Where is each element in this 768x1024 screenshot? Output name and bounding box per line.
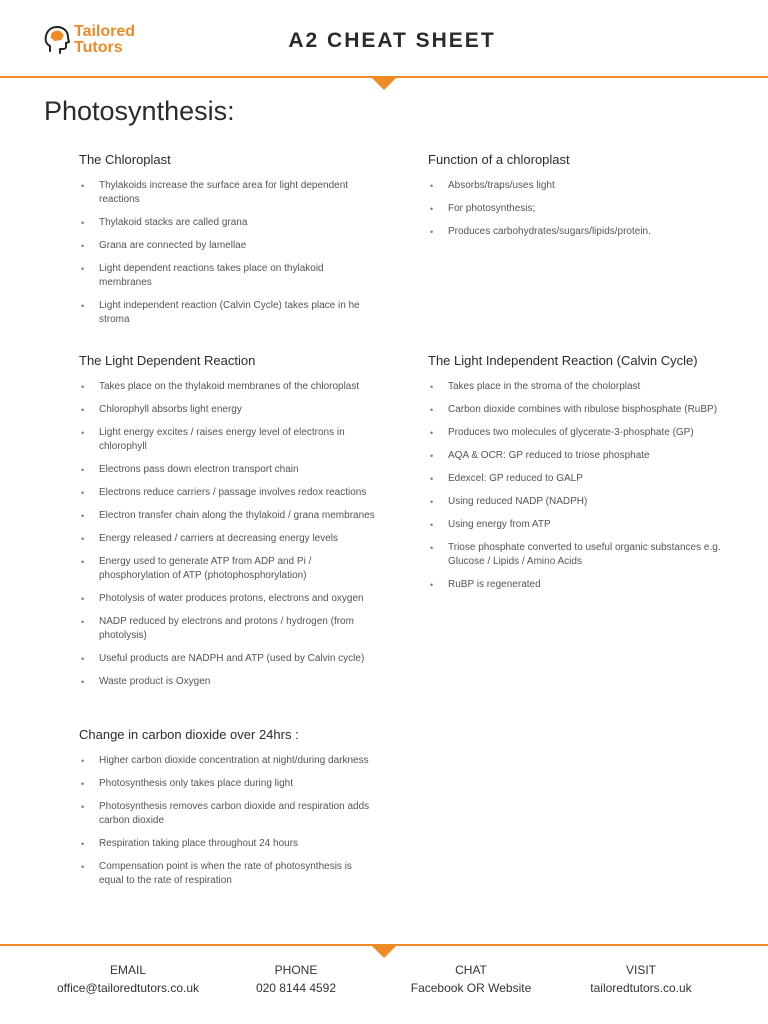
- footer-chat: [375, 961, 567, 997]
- sheet-title: A2 CHEAT SHEET: [288, 29, 496, 52]
- list-item: [79, 463, 379, 477]
- list-item: [79, 299, 379, 327]
- list-item: [428, 578, 728, 592]
- bullet-dot: •: [81, 181, 85, 191]
- bullet-dot: •: [81, 594, 85, 604]
- logo-line-2: Tutors: [74, 39, 123, 56]
- list-item: [428, 380, 728, 394]
- list-item-text: Light independent reaction (Calvin Cycle) takes place in he stroma: [99, 300, 360, 325]
- list-item: [79, 239, 379, 253]
- list-item-text: Light energy excites / raises energy level of electrons in chlorophyll: [99, 427, 345, 452]
- bullet-dot: •: [430, 451, 434, 461]
- chat-label: CHAT: [455, 963, 487, 977]
- list-item: [428, 495, 728, 509]
- list-item: [79, 652, 379, 666]
- logo-line-1: Tailored: [74, 23, 136, 40]
- section-light-dependent: [79, 353, 379, 698]
- bullet-dot: •: [81, 488, 85, 498]
- header: [0, 0, 768, 78]
- list-item-text: Absorbs/traps/uses light: [448, 180, 555, 191]
- list-item-text: Thylakoid stacks are called grana: [99, 217, 248, 228]
- website-link[interactable]: tailoredtutors.co.uk: [590, 981, 692, 995]
- bullet-dot: •: [81, 839, 85, 849]
- list-item-text: Electrons pass down electron transport chain: [99, 464, 299, 475]
- bullet-dot: •: [430, 428, 434, 438]
- list-item-text: Carbon dioxide combines with ribulose bisphosphate (RuBP): [448, 404, 718, 415]
- list-item-text: Takes place on the thylakoid membranes of the chloroplast: [99, 381, 360, 392]
- bullet-dot: •: [81, 802, 85, 812]
- list-item: [79, 675, 379, 689]
- bullet-dot: •: [81, 534, 85, 544]
- list-item-text: Photosynthesis only takes place during light: [99, 778, 294, 789]
- list-item: [79, 555, 379, 583]
- list-item: [79, 509, 379, 523]
- list-item: [428, 426, 728, 440]
- list-item: [79, 777, 379, 791]
- bullet-list: [79, 754, 379, 888]
- list-item-text: Light dependent reactions takes place on thylakoid membranes: [99, 263, 324, 288]
- list-item-text: Using reduced NADP (NADPH): [448, 496, 588, 507]
- phone-link[interactable]: 020 8144 4592: [255, 981, 337, 995]
- bullet-dot: •: [430, 497, 434, 507]
- footer-visit: [545, 961, 737, 997]
- list-item: [428, 225, 728, 239]
- bullet-dot: •: [81, 862, 85, 872]
- list-item: [428, 449, 728, 463]
- bullet-dot: •: [81, 382, 85, 392]
- list-item-text: Photolysis of water produces protons, electrons and oxygen: [99, 593, 364, 604]
- list-item-text: Takes place in the stroma of the cholorplast: [448, 381, 641, 392]
- section-heading: Function of a chloroplast: [428, 152, 570, 167]
- section-light-independent: [428, 353, 728, 601]
- list-item: [79, 380, 379, 394]
- list-item: [428, 202, 728, 216]
- list-item: [428, 541, 728, 569]
- email-label: EMAIL: [109, 963, 146, 977]
- bullet-dot: •: [430, 520, 434, 530]
- bullet-dot: •: [81, 301, 85, 311]
- bullet-dot: •: [430, 405, 434, 415]
- list-item-text: Electrons reduce carriers / passage involves redox reactions: [99, 487, 367, 498]
- bullet-dot: •: [81, 241, 85, 251]
- section-chloroplast: [79, 152, 379, 336]
- bullet-dot: •: [81, 654, 85, 664]
- list-item: [428, 472, 728, 486]
- header-notch: [372, 78, 396, 90]
- list-item: [79, 216, 379, 230]
- list-item-text: Compensation point is when the rate of photosynthesis is equal to the rate of respiration: [99, 861, 352, 886]
- section-co2-change: [79, 727, 379, 897]
- list-item: [79, 754, 379, 768]
- list-item: [79, 837, 379, 851]
- list-item-text: Useful products are NADPH and ATP (used by Calvin cycle): [99, 653, 365, 664]
- bullet-list: [428, 179, 728, 239]
- bullet-dot: •: [81, 428, 85, 438]
- section-heading: The Light Dependent Reaction: [79, 353, 256, 368]
- list-item-text: Higher carbon dioxide concentration at night/during darkness: [99, 755, 369, 766]
- list-item-text: For photosynthesis;: [448, 203, 536, 214]
- bullet-dot: •: [430, 181, 434, 191]
- bullet-dot: •: [81, 511, 85, 521]
- list-item: [79, 262, 379, 290]
- list-item-text: Respiration taking place throughout 24 hours: [99, 838, 299, 849]
- list-item: [428, 518, 728, 532]
- bullet-dot: •: [81, 677, 85, 687]
- list-item-text: Grana are connected by lamellae: [99, 240, 247, 251]
- footer-phone: [200, 961, 392, 997]
- list-item-text: Chlorophyll absorbs light energy: [99, 404, 242, 415]
- list-item-text: Edexcel: GP reduced to GALP: [448, 473, 583, 484]
- bullet-dot: •: [430, 543, 434, 553]
- list-item-text: NADP reduced by electrons and protons / hydrogen (from photolysis): [99, 616, 354, 641]
- footer: [0, 955, 768, 1024]
- list-item-text: Waste product is Oxygen: [99, 676, 211, 687]
- bullet-list: [428, 380, 728, 592]
- list-item: [79, 403, 379, 417]
- list-item: [79, 860, 379, 888]
- bullet-dot: •: [81, 756, 85, 766]
- bullet-dot: •: [81, 465, 85, 475]
- section-heading: The Chloroplast: [79, 152, 171, 167]
- bullet-dot: •: [430, 382, 434, 392]
- list-item-text: Energy used to generate ATP from ADP and Pi / phosphorylation of ATP (photophosphorylation): [99, 556, 312, 581]
- list-item-text: RuBP is regenerated: [448, 579, 541, 590]
- section-heading: Change in carbon dioxide over 24hrs :: [79, 727, 299, 742]
- bullet-dot: •: [81, 405, 85, 415]
- list-item: [79, 179, 379, 207]
- bullet-dot: •: [81, 218, 85, 228]
- bullet-dot: •: [81, 264, 85, 274]
- bullet-list: [79, 179, 379, 327]
- bullet-dot: •: [430, 204, 434, 214]
- section-heading: The Light Independent Reaction (Calvin Cycle): [428, 353, 698, 368]
- bullet-dot: •: [81, 617, 85, 627]
- bullet-dot: •: [430, 474, 434, 484]
- list-item: [428, 403, 728, 417]
- page-title: Photosynthesis:: [44, 96, 235, 126]
- chat-link[interactable]: Facebook OR Website: [410, 981, 532, 995]
- list-item-text: Photosynthesis removes carbon dioxide and respiration adds carbon dioxide: [99, 801, 370, 826]
- list-item: [79, 532, 379, 546]
- footer-email: [32, 961, 224, 997]
- phone-label: PHONE: [274, 963, 318, 977]
- email-link[interactable]: office@tailoredtutors.co.uk: [56, 981, 200, 995]
- bullet-list: [79, 380, 379, 689]
- section-function: [428, 152, 728, 248]
- list-item: [79, 426, 379, 454]
- list-item-text: Triose phosphate converted to useful organic substances e.g. Glucose / Lipids / Amino Acids: [448, 542, 721, 567]
- list-item-text: Using energy from ATP: [448, 519, 551, 530]
- list-item: [79, 800, 379, 828]
- list-item-text: Energy released / carriers at decreasing energy levels: [99, 533, 339, 544]
- bullet-dot: •: [430, 580, 434, 590]
- bullet-dot: •: [81, 779, 85, 789]
- list-item: [79, 615, 379, 643]
- list-item-text: Electron transfer chain along the thylakoid / grana membranes: [99, 510, 375, 521]
- list-item-text: AQA & OCR: GP reduced to triose phosphate: [448, 450, 650, 461]
- list-item: [79, 592, 379, 606]
- list-item: [79, 486, 379, 500]
- bullet-dot: •: [81, 557, 85, 567]
- list-item-text: Thylakoids increase the surface area for light dependent reactions: [99, 180, 349, 205]
- list-item-text: Produces carbohydrates/sugars/lipids/protein.: [448, 226, 651, 237]
- list-item: [428, 179, 728, 193]
- visit-label: VISIT: [625, 963, 656, 977]
- bullet-dot: •: [430, 227, 434, 237]
- list-item-text: Produces two molecules of glycerate-3-phosphate (GP): [448, 427, 694, 438]
